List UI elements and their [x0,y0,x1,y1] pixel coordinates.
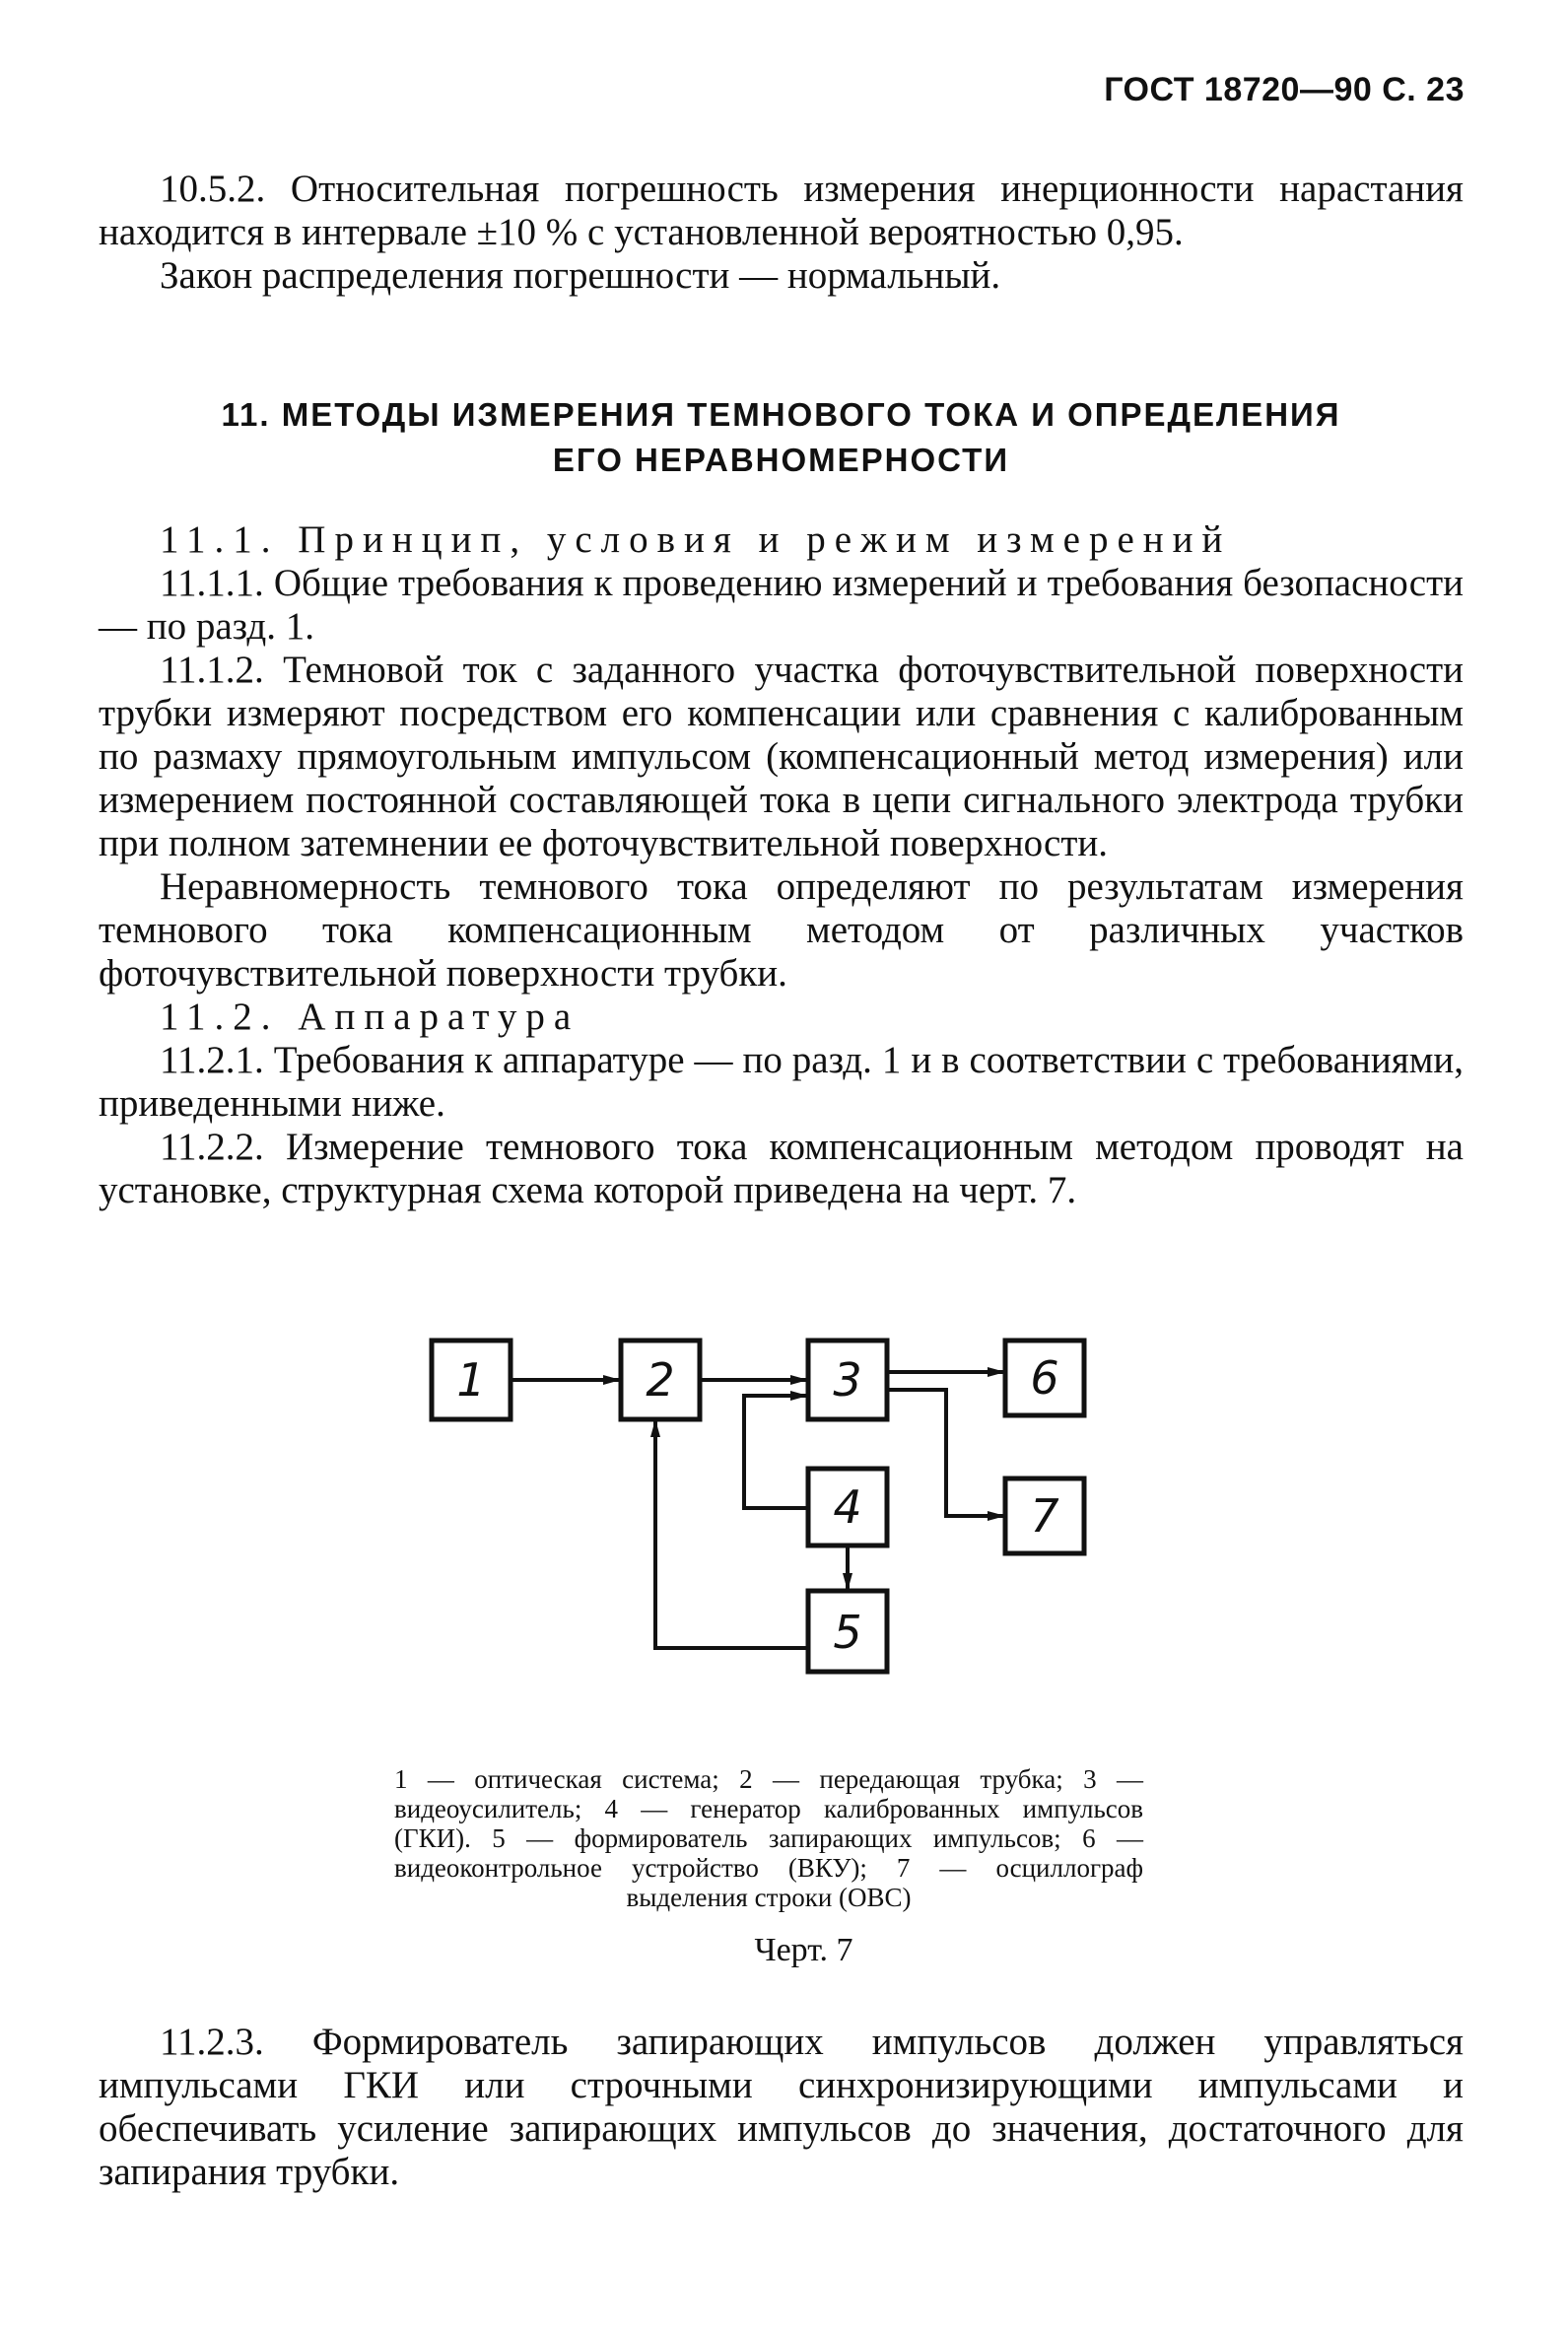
text-block-1 [99,168,1464,298]
page-header: ГОСТ 18720—90 С. 23 [1104,71,1465,108]
block-2-label: 2 [646,1353,675,1407]
block-7-label: 7 [1030,1489,1059,1543]
block-6-label: 6 [1030,1351,1059,1405]
text-block-3 [99,2021,1464,2194]
paragraph-nonuniformity: Неравномерность темнового тока определяют по результатам измерения темнового тока компенсационным методом от различных участков фоточувствительной поверхности трубки. [99,865,1464,995]
section-title [99,392,1464,483]
subsection-heading-11-1: 11.1. Принцип, условия и режим измерений [160,518,1232,561]
block-4-label: 4 [833,1480,862,1534]
section-title-line-1: 11. МЕТОДЫ ИЗМЕРЕНИЯ ТЕМНОВОГО ТОКА И ОПРЕДЕЛЕНИЯ [221,396,1341,433]
block-1-label: 1 [456,1353,486,1407]
text-block-2 [99,518,1464,1212]
arrow-5-to-2 [655,1421,808,1648]
figure-caption: 1 — оптическая система; 2 — передающая трубка; 3 — видеоусилитель; 4 — генератор калиброванных импульсов (ГКИ). 5 — формирователь запирающих импульсов; 6 — видеоконтрольное устройство (ВКУ); 7 — осциллограф выделения строки (ОВС) [394,1764,1143,1912]
figure-label [0,1932,1568,1969]
paragraph-11-2-1: 11.2.1. Требования к аппаратуре — по разд. 1 и в соответствии с требованиями, приведенными ниже. [99,1039,1464,1125]
section-title-line-2: ЕГО НЕРАВНОМЕРНОСТИ [552,442,1010,478]
paragraph-11-2-2: 11.2.2. Измерение темнового тока компенсационным методом проводят на установке, структурная схема которой приведена на черт. 7. [99,1126,1464,1211]
arrow-4-to-3 [744,1396,808,1508]
block-3-label: 3 [833,1353,862,1407]
subsection-heading-11-2: 11.2. Аппаратура [160,996,580,1038]
block-5-label: 5 [833,1606,862,1659]
paragraph-11-2-3: 11.2.3. Формирователь запирающих импульсов должен управляться импульсами ГКИ или строчными синхронизирующими импульсами и обеспечивать усиление запирающих импульсов до значения, достаточного для запирания трубки. [99,2021,1464,2193]
arrow-3-to-7 [887,1390,1003,1516]
paragraph-11-1-2: 11.1.2. Темновой ток с заданного участка фоточувствительной поверхности трубки измеряют посредством его компенсации или сравнения с калиброванным по размаху прямоугольным импульсом (компенсационный метод измерения) или измерением постоянной составляющей тока в цепи сигнального электрода трубки при полном затемнении ее фоточувствительной поверхности. [99,649,1464,864]
paragraph-11-1-1: 11.1.1. Общие требования к проведению измерений и требования безопасности — по разд. 1. [99,562,1464,648]
paragraph-distribution-law: Закон распределения погрешности — нормальный. [160,254,1001,297]
paragraph-10-5-2: 10.5.2. Относительная погрешность измерения инерционности нарастания находится в интервале ±10 % с установленной вероятностью 0,95. [99,168,1464,253]
figure-number: Черт. 7 [754,1932,853,1968]
block-diagram-svg [414,1331,1124,1735]
block-diagram [414,1331,1124,1735]
